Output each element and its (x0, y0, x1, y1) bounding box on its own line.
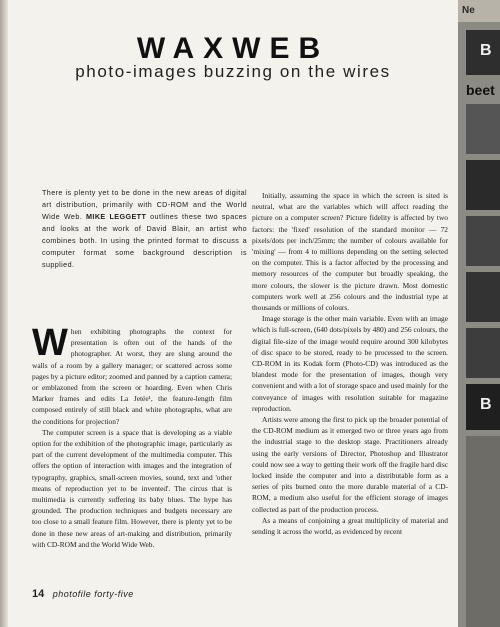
adjacent-image-6 (466, 328, 500, 378)
adjacent-image-2 (466, 104, 500, 154)
adjacent-image-7 (466, 384, 500, 430)
magazine-page (8, 0, 458, 627)
drop-cap: W (32, 322, 68, 364)
publication-name: photofile forty-five (52, 589, 134, 599)
page-folio (32, 588, 134, 600)
adjacent-image-5 (466, 272, 500, 322)
right-paragraph-2: Image storage is the other main variable. Even with an image which is full-screen, (640 dots/pixels by 480) and 256 colours, the digital file-size of the image would require around 300 kilobytes of disc space to be stored, ready to be processed to the screen. CD-ROM in its Kodak form (Photo-CD) was introduced as the blandest mode for the presentation of images, though very convenient and with a lot of storage space and used mainly for the conveyance of images with resolution suitable for magazine reproduction. (252, 314, 448, 413)
standfirst-text-after: outlines these two spaces and looks at the work of David Blair, an artist who combines both. In using the printed format to discuss a computer format some background description is supplied. (42, 212, 247, 269)
adjacent-tile-letter-1: B (480, 42, 492, 59)
left-paragraph-2: The computer screen is a space that is developing as a viable option for the exhibition of the photographic image, particularly as part of the current development of the multimedia computer. This offers the option of interaction with images and the integration of typography, graphics, small-screen movies, sound, text and 'other means of reproduction yet to be invented'. The circus that is multimedia is currently suffering its baby blues. The hype has grounded. The production techniques and budgets necessary are too close to a small feature film. However, there is plenty yet to be done in these new areas of art-making and distribution, primarily with CD-ROM and the World Wide Web. (32, 427, 232, 549)
left-paragraph-1 (32, 322, 232, 427)
page-gutter-shadow (0, 0, 8, 627)
adjacent-image-1 (466, 30, 500, 75)
adjacent-image-3 (466, 160, 500, 210)
adjacent-page-strip (458, 0, 500, 627)
article-subtitle: photo-images buzzing on the wires (75, 62, 391, 81)
left-paragraph-1-text: hen exhibiting photographs the context for presentation is often out of the hands of the photographer. At worst, they are slung around the walls of a room by a gallery manager; or scattered across some pages by a picture editor; zoomed and panned by a caption camera; or emblazoned from the screen or hoarding. Even when Chris Marker frames and edits La Jetée¹, the feature-length film composed entirely of still black and white photographs, what are the conditions for projection? (32, 327, 232, 426)
right-paragraph-1: Initially, assuming the space in which the screen is sited is neutral, what are the variables which will affect reading the picture on a computer screen? Picture fidelity is affected by two factors: the 'fixed' resolution of the standard monitor — 72 pixels/dots per inch/25mm; the number of colours available for 'mixing' — from 4 to millions depending on the setting selected on the computer. This is a factor affected by the processing and memory resources of the computer but broadly speaking, the more colours, the slower is the picture drawn. Most domestic computers work well at 256 colours and the industrial type at thousands or millions of colours. (252, 191, 448, 313)
left-column (32, 322, 232, 550)
article-standfirst (42, 187, 247, 271)
right-paragraph-4: As a means of conjoining a great multiplicity of material and sending it across the world, as evidenced by recent (252, 515, 448, 537)
adjacent-page-header: Ne (458, 0, 500, 22)
right-column (252, 190, 448, 537)
standfirst-text-before: There is plenty yet to be done in the new areas of digital art distribution, primarily with CD-ROM and the World Wide Web. (42, 188, 247, 221)
adjacent-image-4 (466, 216, 500, 266)
author-name: MIKE LEGGETT (86, 212, 147, 221)
article-title: WAXWEB (136, 32, 330, 65)
page-number: 14 (32, 588, 45, 600)
adjacent-page-word: beet (466, 82, 495, 98)
right-paragraph-3: Artists were among the first to pick up the broader potential of the CD-ROM medium as it emerged two or three years ago from the industrial stage to the desktop stage. Practitioners already using the early versions of Director, Photoshop and Illustrator could now see a way to getting their work off the fragile hard disc locked inside the computer and into a distributable form as a series of pits burned onto the more durable material of a CD-ROM, a medium also useful for the efficient storage of images collected as part of the production process. (252, 415, 448, 514)
adjacent-tile-letter-2: B (480, 396, 492, 413)
adjacent-image-8 (466, 436, 500, 627)
